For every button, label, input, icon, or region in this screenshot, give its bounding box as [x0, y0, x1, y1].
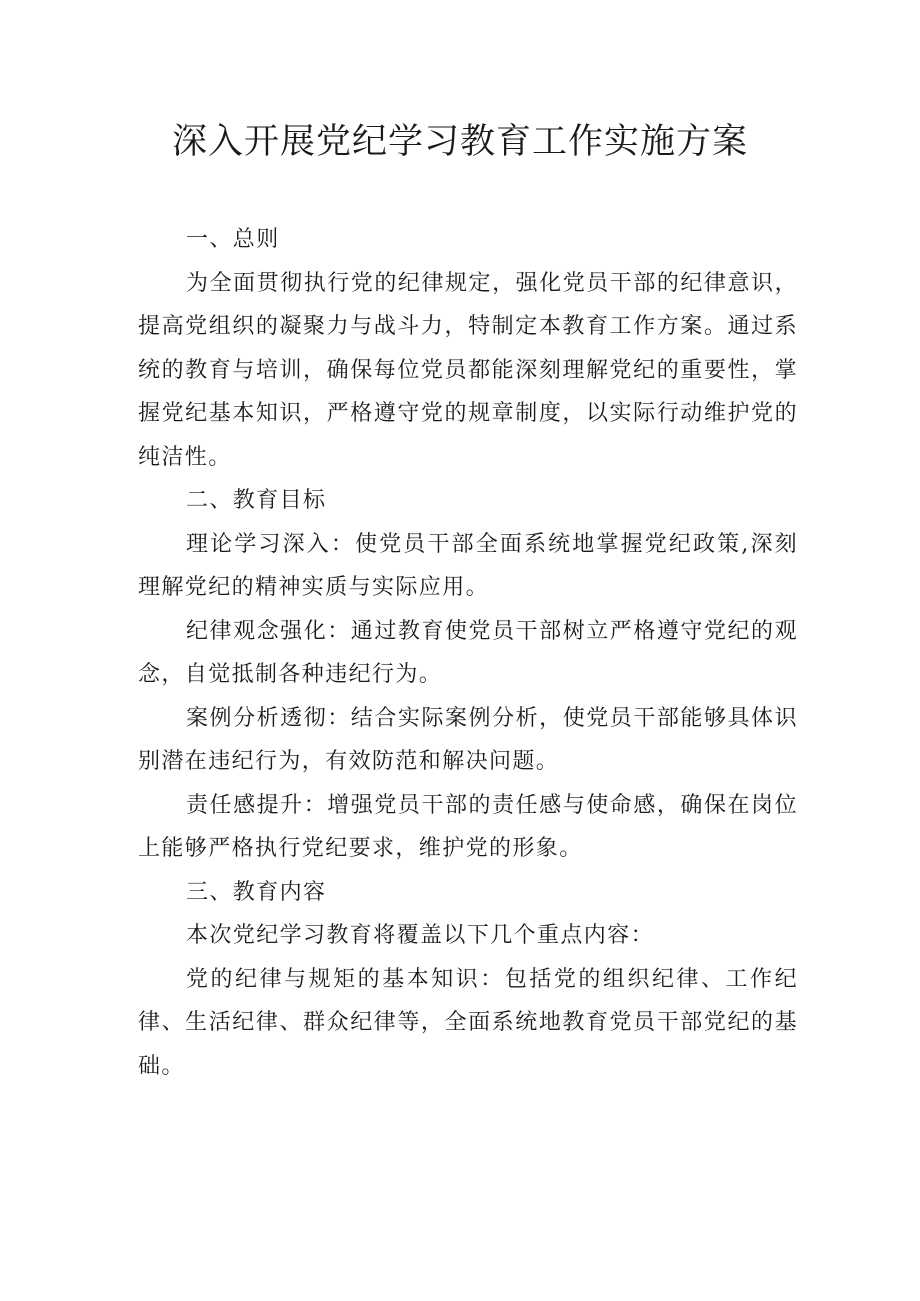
paragraph-goal-theory: 理论学习深入：使党员干部全面系统地掌握党纪政策,深刻理解党纪的精神实质与实际应用。 — [138, 531, 798, 600]
document-body — [138, 218, 798, 1088]
paragraph-content-basics: 党的纪律与规矩的基本知识：包括党的组织纪律、工作纪律、生活纪律、群众纪律等，全面系统地教育党员干部党纪的基础。 — [138, 966, 798, 1079]
section-heading-content: 三、教育内容 — [186, 879, 327, 905]
paragraph-general: 为全面贯彻执行党的纪律规定，强化党员干部的纪律意识，提高党组织的凝聚力与战斗力，特制定本教育工作方案。通过系统的教育与培训，确保每位党员都能深刻理解党纪的重要性，掌握党纪基本知识，严格遵守党的规章制度，以实际行动维护党的纯洁性。 — [138, 270, 798, 470]
section-heading-general: 一、总则 — [186, 227, 280, 252]
paragraph-goal-cases: 案例分析透彻：结合实际案例分析，使党员干部能够具体识别潜在违纪行为，有效防范和解决问题。 — [138, 705, 798, 774]
paragraph-content-intro: 本次党纪学习教育将覆盖以下几个重点内容： — [186, 923, 655, 948]
section-heading-goals: 二、教育目标 — [186, 488, 327, 513]
page-title: 深入开展党纪学习教育工作实施方案 — [171, 122, 748, 162]
paragraph-goal-discipline: 纪律观念强化：通过教育使党员干部树立严格遵守党纪的观念，自觉抵制各种违纪行为。 — [138, 618, 798, 687]
paragraph-goal-responsibility: 责任感提升：增强党员干部的责任感与使命感，确保在岗位上能够严格执行党纪要求，维护党的形象。 — [138, 792, 798, 861]
